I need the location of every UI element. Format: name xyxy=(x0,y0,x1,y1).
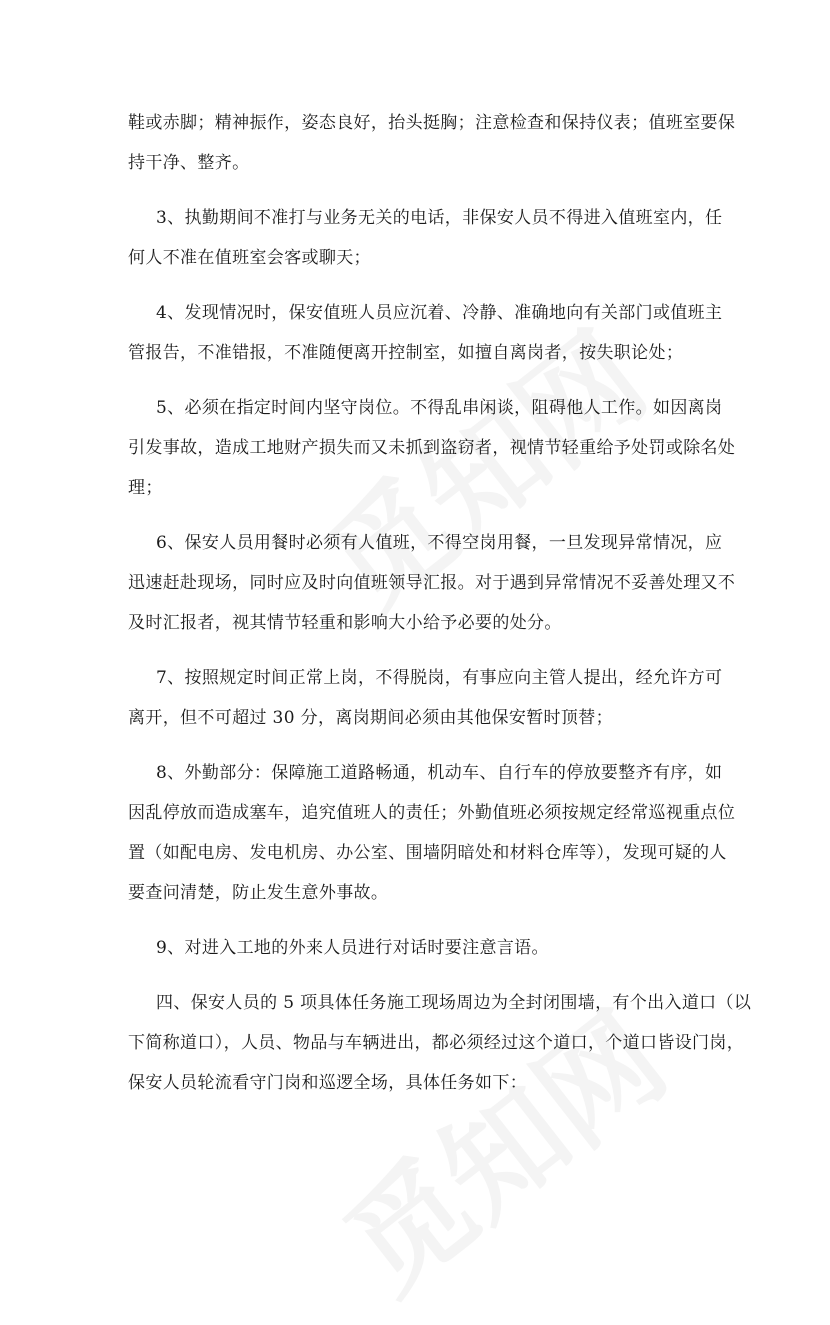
text-line: 何人不准在值班室会客或聊天； xyxy=(128,248,371,268)
paragraph xyxy=(128,928,720,968)
text-line: 离开，但不可超过 30 分，离岗期间必须由其他保安暂时顶替； xyxy=(128,708,613,728)
text-line: 4、发现情况时，保安值班人员应沉着、冷静、准确地向有关部门或值班主 xyxy=(156,303,723,323)
text-line: 及时汇报者，视其情节轻重和影响大小给予必要的处分。 xyxy=(128,613,562,633)
text-line: 置（如配电房、发电机房、办公室、围墙阴暗处和材料仓库等），发现可疑的人 xyxy=(128,843,727,863)
text-line: 迅速赶赴现场，同时应及时向值班领导汇报。对于遇到异常情况不妥善处理又不 xyxy=(128,573,736,593)
paragraph xyxy=(128,753,736,913)
text-line: 8、外勤部分：保障施工道路畅通，机动车、自行车的停放要整齐有序，如 xyxy=(156,763,723,783)
paragraph xyxy=(128,293,723,373)
text-line: 管报告，不准错报，不准随便离开控制室，如擅自离岗者，按失职论处； xyxy=(128,343,684,363)
paragraph xyxy=(128,523,736,643)
text-line: 9、对进入工地的外来人员进行对话时要注意言语。 xyxy=(156,938,549,958)
text-line: 保安人员轮流看守门岗和巡逻全场，具体任务如下： xyxy=(128,1073,528,1093)
text-line: 理； xyxy=(128,478,163,498)
text-line: 6、保安人员用餐时必须有人值班，不得空岗用餐，一旦发现异常情况，应 xyxy=(156,533,723,553)
paragraph xyxy=(128,198,723,278)
text-line: 引发事故，造成工地财产损失而又未抓到盗窃者，视情节轻重给予处罚或除名处 xyxy=(128,438,736,458)
paragraph xyxy=(128,103,736,183)
text-line: 下简称道口），人员、物品与车辆进出，都必须经过这个道口，个道口皆设门岗， xyxy=(128,1033,745,1053)
text-line: 3、执勤期间不准打与业务无关的电话，非保安人员不得进入值班室内，任 xyxy=(156,208,723,228)
text-line: 因乱停放而造成塞车，追究值班人的责任；外勤值班必须按规定经常巡视重点位 xyxy=(128,803,736,823)
paragraph xyxy=(128,388,736,508)
text-line: 四、保安人员的 5 项具体任务施工现场周边为全封闭围墙，有个出入道口（以 xyxy=(156,993,752,1013)
paragraph xyxy=(128,658,723,738)
document-body xyxy=(128,103,752,1118)
text-line: 鞋或赤脚；精神振作，姿态良好，抬头挺胸；注意检查和保持仪表；值班室要保 xyxy=(128,113,736,133)
paragraph xyxy=(128,983,752,1103)
text-line: 7、按照规定时间正常上岗，不得脱岗，有事应向主管人提出，经允许方可 xyxy=(156,668,723,688)
text-line: 持干净、整齐。 xyxy=(128,153,250,173)
text-line: 要查问清楚，防止发生意外事故。 xyxy=(128,883,389,903)
text-line: 5、必须在指定时间内坚守岗位。不得乱串闲谈，阻碍他人工作。如因离岗 xyxy=(156,398,723,418)
